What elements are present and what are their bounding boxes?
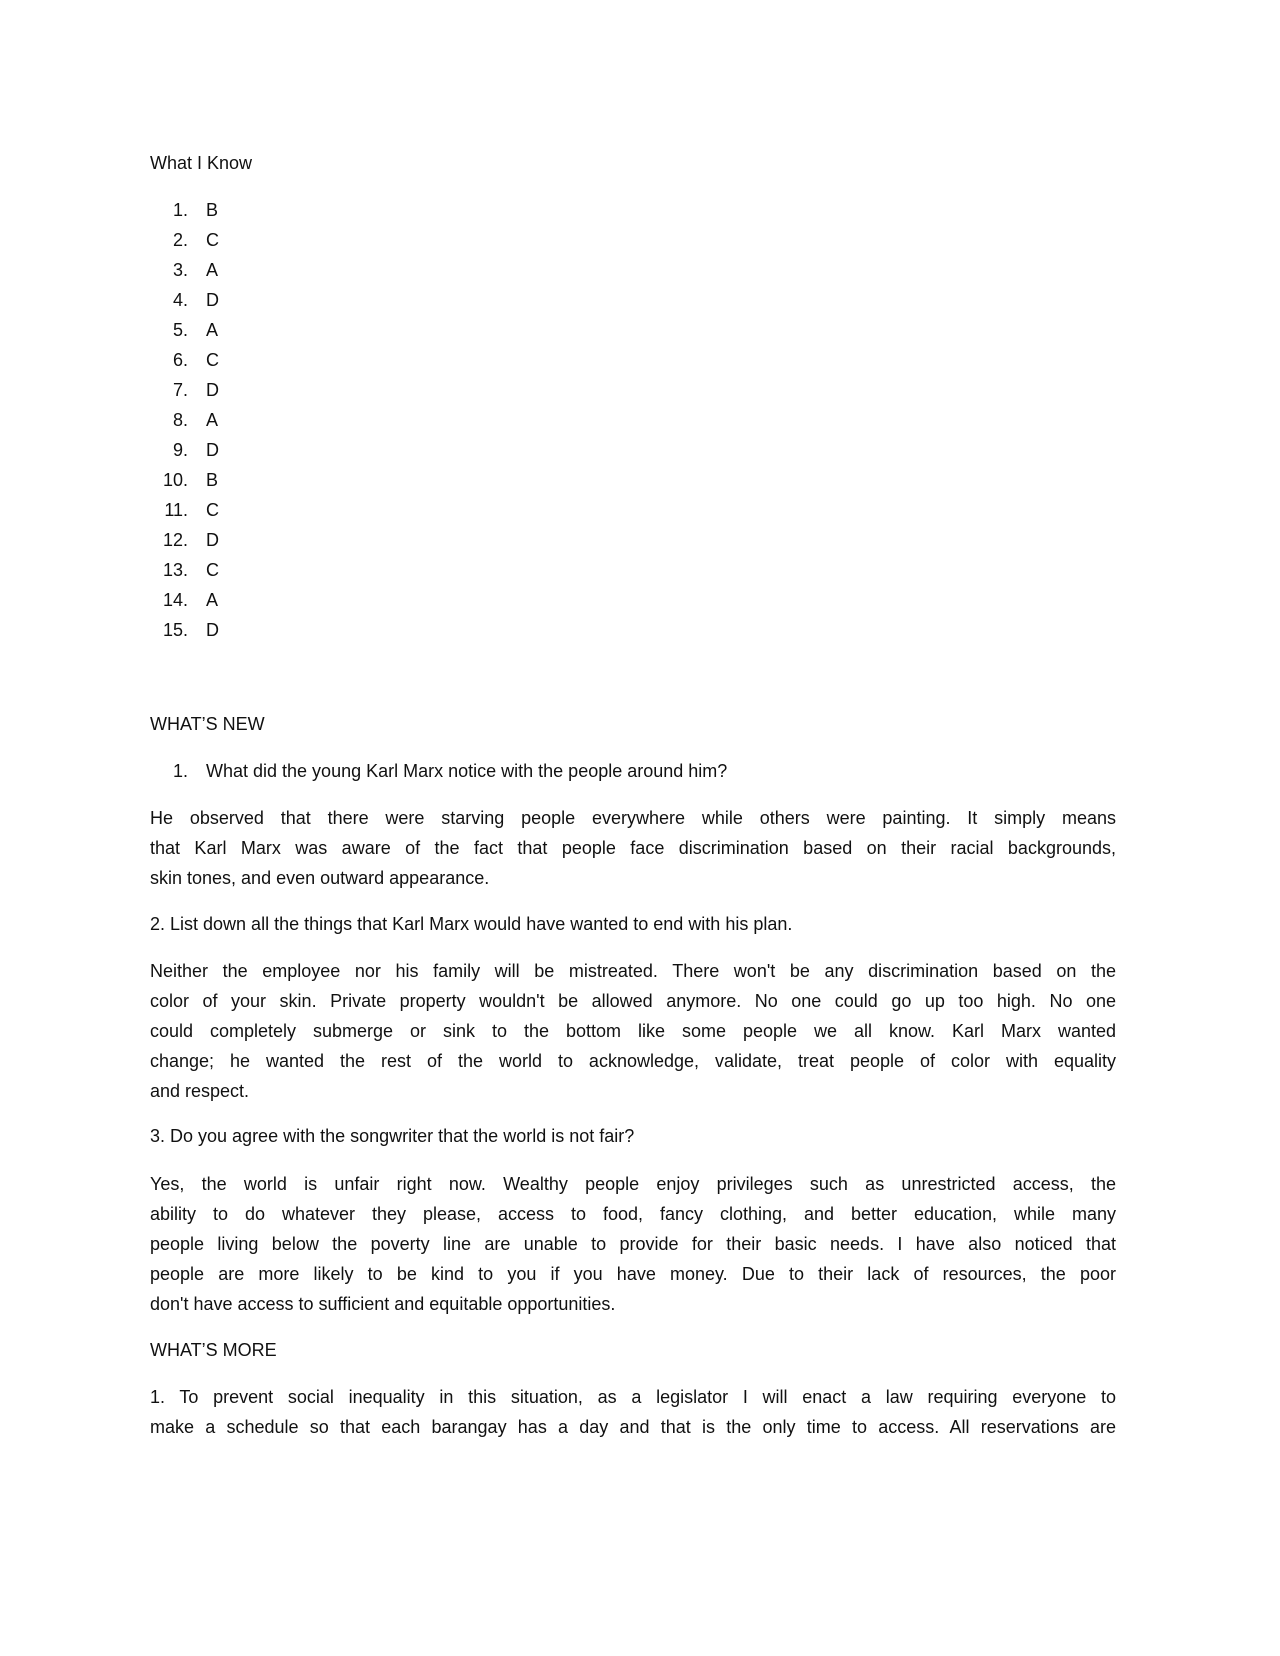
answer-number: 15.: [162, 620, 188, 640]
answer-letter: B: [206, 200, 219, 220]
paragraph-line: make a schedule so that each barangay has a day and that is the only time to access. All reservations are: [150, 1417, 1116, 1437]
answer-letter: A: [206, 590, 219, 610]
answer-number: 13.: [162, 560, 188, 580]
answer-item: [150, 555, 1116, 585]
answer-letter: C: [206, 500, 219, 520]
answer-number: 1.: [172, 200, 188, 220]
answer-number: 3.: [172, 260, 188, 280]
answer-item: [150, 495, 1116, 525]
paragraph-line: skin tones, and even outward appearance.: [150, 868, 490, 888]
answer-letter: A: [206, 320, 219, 340]
answer-letter: D: [206, 380, 219, 400]
answer-letter: C: [206, 350, 219, 370]
heading-whats-new: WHAT’S NEW: [150, 714, 265, 734]
paragraph-line: He observed that there were starving people everywhere while others were painting. It simply means: [150, 808, 1116, 828]
paragraph-line: color of your skin. Private property wouldn't be allowed anymore. No one could go up too high. No one: [150, 991, 1116, 1011]
answer-number: 2.: [172, 230, 188, 250]
answer-number: 12.: [162, 530, 188, 550]
paragraph-line: that Karl Marx was aware of the fact that people face discrimination based on their racial backgrounds,: [150, 838, 1116, 858]
answer-1-paragraph: [150, 803, 1116, 893]
answer-item: [150, 315, 1116, 345]
question-2: 2. List down all the things that Karl Marx would have wanted to end with his plan.: [150, 914, 793, 934]
answer-number: 4.: [172, 290, 188, 310]
answer-item: [150, 345, 1116, 375]
answer-letter: A: [206, 410, 219, 430]
answer-letter: C: [206, 560, 219, 580]
answer-letter: D: [206, 440, 219, 460]
question-1: [150, 756, 1116, 786]
answer-2-paragraph: [150, 956, 1116, 1106]
answer-number: 10.: [162, 470, 188, 490]
answer-number: 11.: [164, 500, 188, 520]
answer-letter: D: [206, 620, 219, 640]
answer-item: [150, 225, 1116, 255]
whats-more-paragraph-1: [150, 1382, 1116, 1442]
answer-item: [150, 585, 1116, 615]
paragraph-line: people are more likely to be kind to you if you have money. Due to their lack of resources, the poor: [150, 1264, 1116, 1284]
question-1-number: 1.: [172, 761, 188, 781]
answer-letter: D: [206, 530, 219, 550]
answer-item: [150, 285, 1116, 315]
question-1-text: What did the young Karl Marx notice with the people around him?: [206, 761, 728, 781]
answer-item: [150, 405, 1116, 435]
answer-number: 8.: [172, 410, 188, 430]
answer-item: [150, 525, 1116, 555]
heading-whats-more: WHAT’S MORE: [150, 1340, 277, 1360]
answer-number: 9.: [172, 440, 188, 460]
answer-letter: C: [206, 230, 219, 250]
answer-letter: D: [206, 290, 219, 310]
paragraph-line: could completely submerge or sink to the bottom like some people we all know. Karl Marx wanted: [150, 1021, 1116, 1041]
heading-what-i-know: What I Know: [150, 153, 253, 173]
paragraph-line: don't have access to sufficient and equitable opportunities.: [150, 1294, 616, 1314]
answer-number: 7.: [172, 380, 188, 400]
answer-letter: A: [206, 260, 219, 280]
paragraph-line: 1. To prevent social inequality in this situation, as a legislator I will enact a law requiring everyone to: [150, 1387, 1116, 1407]
answer-item: [150, 255, 1116, 285]
paragraph-line: and respect.: [150, 1081, 250, 1101]
answer-number: 5.: [172, 320, 188, 340]
answer-item: [150, 375, 1116, 405]
paragraph-line: Neither the employee nor his family will be mistreated. There won't be any discrimination based on the: [150, 961, 1116, 981]
answer-3-paragraph: [150, 1169, 1116, 1319]
question-3: 3. Do you agree with the songwriter that the world is not fair?: [150, 1126, 635, 1146]
answer-number: 6.: [172, 350, 188, 370]
paragraph-line: change; he wanted the rest of the world to acknowledge, validate, treat people of color with equality: [150, 1051, 1116, 1071]
answer-item: [150, 435, 1116, 465]
paragraph-line: people living below the poverty line are unable to provide for their basic needs. I have also noticed that: [150, 1234, 1116, 1254]
answer-item: [150, 615, 1116, 645]
paragraph-line: ability to do whatever they please, access to food, fancy clothing, and better education, while many: [150, 1204, 1116, 1224]
paragraph-line: Yes, the world is unfair right now. Wealthy people enjoy privileges such as unrestricted access, the: [150, 1174, 1116, 1194]
answer-item: [150, 465, 1116, 495]
answer-item: [150, 195, 1116, 225]
answer-letter: B: [206, 470, 219, 490]
answer-number: 14.: [162, 590, 188, 610]
